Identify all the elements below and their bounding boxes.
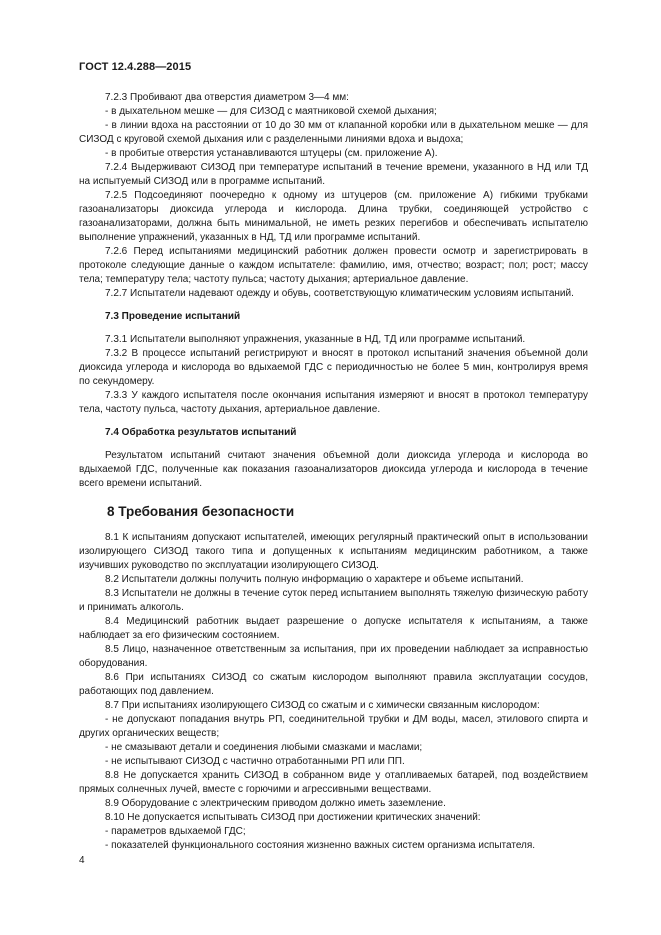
paragraph: 8.8 Не допускается хранить СИЗОД в собранном виде у отапливаемых батарей, под воздействием прямых солнечных лучей, вместе с горючими и агрессивными веществами. — [79, 770, 588, 795]
paragraph: - в дыхательном мешке — для СИЗОД с маятниковой схемой дыхания; — [105, 106, 437, 117]
paragraph: 7.3.3 У каждого испытателя после окончания испытания измеряют и вносят в протокол температуру тела, частоту пульса, частоту дыхания, артериальное давление. — [79, 390, 588, 415]
paragraph: 7.2.7 Испытатели надевают одежду и обувь, соответствующую климатическим условиям испытаний. — [105, 288, 574, 299]
document-body — [79, 91, 588, 853]
paragraph: 8.3 Испытатели не должны в течение суток перед испытанием выполнять тяжелую физическую работу и принимать алкоголь. — [79, 588, 588, 613]
paragraph: 8.4 Медицинский работник выдает разрешение о допуске испытателя к испытаниям, а также наблюдает за его физическим состоянием. — [79, 616, 588, 641]
paragraph: 8.1 К испытаниям допускают испытателей, имеющих регулярный практический опыт в использовании изолирующего СИЗОД такого типа и допущенных к испытаниям медицинским работником, а также изучивших руководство по эксплуатации изолирующего СИЗОД. — [79, 532, 588, 571]
paragraph: 7.2.3 Пробивают два отверстия диаметром 3—4 мм: — [105, 92, 349, 103]
paragraph: - параметров вдыхаемой ГДС; — [105, 826, 246, 837]
paragraph: 8.10 Не допускается испытывать СИЗОД при достижении критических значений: — [105, 812, 481, 823]
paragraph: 7.2.4 Выдерживают СИЗОД при температуре испытаний в течение времени, указанного в НД или ТД на испытуемый СИЗОД или в программе испытаний. — [79, 162, 588, 187]
paragraph: - в пробитые отверстия устанавливаются штуцеры (см. приложение А). — [105, 148, 438, 159]
paragraph: 7.3.2 В процессе испытаний регистрируют и вносят в протокол испытаний значения объемной доли диоксида углерода и кислорода во вдыхаемой ГДС с периодичностью не более 5 мин, контролируя время по секундомеру. — [79, 348, 588, 387]
paragraph: 8.6 При испытаниях СИЗОД со сжатым кислородом выполняют правила эксплуатации сосудов, работающих под давлением. — [79, 672, 588, 697]
paragraph: Результатом испытаний считают значения объемной доли диоксида углерода и кислорода во вдыхаемой ГДС, полученные как показания газоанализаторов диоксида углерода и кислорода в течение всего времени испытаний. — [79, 450, 588, 489]
paragraph: 8.5 Лицо, назначенное ответственным за испытания, при их проведении наблюдает за исправностью оборудования. — [79, 644, 588, 669]
paragraph: 8.9 Оборудование с электрическим приводом должно иметь заземление. — [105, 798, 446, 809]
paragraph: 8.7 При испытаниях изолирующего СИЗОД со сжатым и с химически связанным кислородом: — [105, 700, 540, 711]
paragraph: 8.2 Испытатели должны получить полную информацию о характере и объеме испытаний. — [105, 574, 524, 585]
paragraph: - не смазывают детали и соединения любыми смазками и маслами; — [105, 742, 423, 753]
paragraph: - не допускают попадания внутрь РП, соединительной трубки и ДМ воды, масел, этилового спирта и других органических веществ; — [79, 714, 588, 739]
paragraph: 7.2.6 Перед испытаниями медицинский работник должен провести осмотр и зарегистрировать в протоколе следующие данные о каждом испытателе: фамилию, имя, отчество; возраст; пол; рост; массу тела; температуру тела; частоту пульса; частоту дыхания; артериальное давление. — [79, 246, 588, 285]
chapter-heading: 8 Требования безопасности — [107, 504, 295, 519]
section-heading: 7.3 Проведение испытаний — [105, 311, 241, 322]
page-number: 4 — [79, 855, 85, 866]
document-header: ГОСТ 12.4.288—2015 — [79, 61, 192, 73]
section-heading: 7.4 Обработка результатов испытаний — [105, 427, 297, 438]
paragraph: 7.3.1 Испытатели выполняют упражнения, указанные в НД, ТД или программе испытаний. — [105, 334, 526, 345]
paragraph: - показателей функционального состояния жизненно важных систем организма испытателя. — [105, 840, 536, 851]
paragraph: - в линии вдоха на расстоянии от 10 до 30 мм от клапанной коробки или в дыхательном мешке — для СИЗОД с круговой схемой дыхания или с разделенными линиями вдоха и выдоха; — [79, 120, 588, 145]
paragraph: - не испытывают СИЗОД с частично отработанными РП или ПП. — [105, 756, 405, 767]
paragraph: 7.2.5 Подсоединяют поочередно к одному из штуцеров (см. приложение А) гибкими трубками газоанализаторы диоксида углерода и кислорода. Длина трубки, соединяющей устройство с газоанализаторами, должна быть минимальной, не иметь резких перегибов и обеспечивать испытателю выполнение упражнений, указанных в НД, ТД или программе испытаний. — [79, 190, 588, 243]
